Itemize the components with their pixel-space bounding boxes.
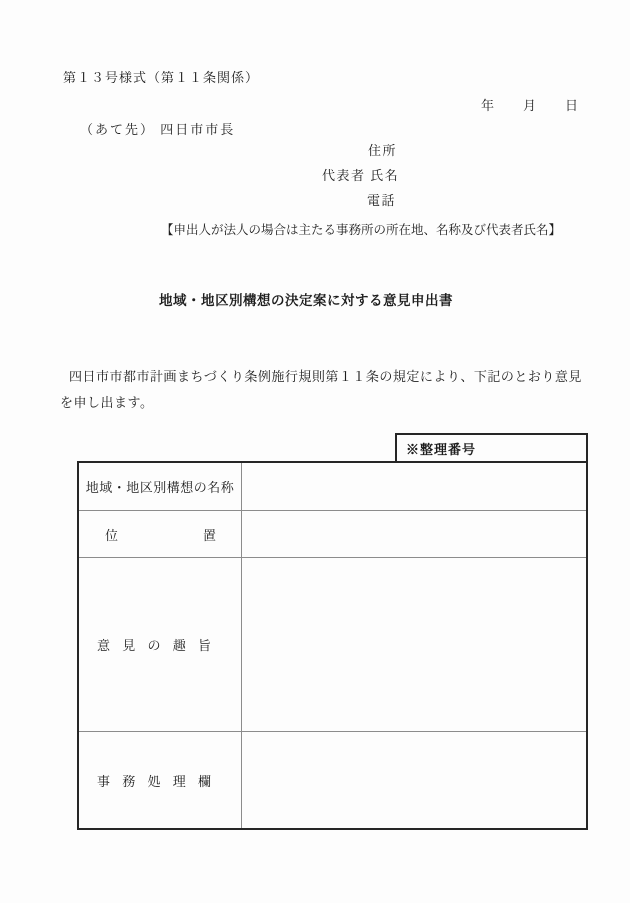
- date-day-label: 日: [564, 98, 578, 113]
- table-row-office-use: [79, 732, 586, 828]
- reference-number-box: [395, 433, 588, 461]
- row-value-cell: [242, 558, 586, 731]
- row-label-char: 見: [122, 638, 136, 653]
- row-label-char: 意: [97, 638, 111, 653]
- date-year-label: 年: [481, 98, 495, 113]
- body-line-1: 四日市市都市計画まちづくり条例施行規則第１１条の規定により、下記のとおり意見: [69, 369, 582, 384]
- row-value-cell: [242, 511, 586, 557]
- row-label-cell: [79, 511, 242, 557]
- row-label-char: 旨: [197, 638, 211, 653]
- row-label-text: 地域・地区別構想の名称: [85, 480, 235, 495]
- table-row-location: [79, 511, 586, 558]
- row-label-cell: [79, 558, 242, 731]
- corporate-applicant-note: 【申出人が法人の場合は主たる事務所の所在地、名称及び代表者氏名】: [161, 223, 562, 237]
- row-label-char: 趣: [172, 638, 186, 653]
- body-line-2: を申し出ます。: [60, 394, 154, 410]
- row-label-char: 理: [172, 773, 186, 789]
- row-label-char: 務: [122, 773, 136, 789]
- representative-name-label: 代表者 氏名: [322, 168, 400, 183]
- form-number-line: 第１３号様式（第１１条関係）: [63, 70, 260, 85]
- row-value-cell: [242, 463, 586, 510]
- row-label-char: 欄: [197, 773, 211, 789]
- row-label-char: 位: [105, 527, 119, 543]
- row-label-char: の: [147, 638, 161, 653]
- row-label-cell: [79, 732, 242, 828]
- row-label-char: 事: [97, 773, 111, 789]
- reference-number-label: ※整理番号: [406, 441, 477, 457]
- date-line: [481, 95, 578, 114]
- row-value-cell: [242, 732, 586, 828]
- table-row-concept-name: [79, 463, 586, 511]
- document-title: 地域・地区別構想の決定案に対する意見申出書: [159, 293, 453, 308]
- address-label: 住所: [368, 143, 398, 158]
- body-paragraph: [60, 364, 590, 415]
- row-label-char: 処: [147, 773, 161, 789]
- date-month-label: 月: [522, 98, 536, 113]
- row-label-cell: [79, 463, 242, 510]
- phone-label: 電話: [367, 193, 397, 208]
- addressee-line: （あて先） 四日市市長: [80, 122, 236, 137]
- table-row-opinion-purpose: [79, 558, 586, 732]
- row-label-char: 置: [202, 527, 216, 543]
- opinion-table: [77, 461, 588, 830]
